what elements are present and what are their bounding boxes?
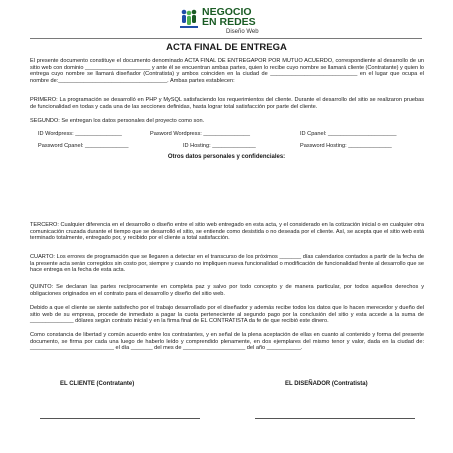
constancia-paragraph: Como constancia de libertad y común acuerdo entre los contratantes, y en señal de la plena aceptación de ellas en cuanto al contenido y forma del presente documento, se firma por cada una luego de haberlo leído y comprendido plenamente, en dos ejemplares del mismo tenor y valor, dada en la ciudad de: ___________________________ el día _______ del mes de ____________________ del año ___________. — [30, 332, 424, 352]
signature-line-disenador — [255, 418, 415, 419]
header-divider — [30, 38, 422, 39]
logo-tagline: Diseño Web — [226, 29, 259, 35]
payment-paragraph: Debido a que el cliente se siente satisfecho por el trabajo desarrollado por el diseñador y además recibe todos los datos que lo hacen merecedor y dueño del sitio web de su empresa, procede de inmediato a pagar la cuota perteneciente al segundo pago por la conclusión del sitio y esta accede a la suma de ______________ dólares según contrato inicial y en la firma final de EL CONTRATISTA da fe de que recibió este dinero. — [30, 305, 424, 325]
people-logo-icon — [180, 8, 198, 32]
signature-label-disenador: EL DISEÑADOR (Contratista) — [285, 381, 368, 387]
clause-cuarto: CUARTO: Los errores de programación que se llegaren a detectar en el transcurso de los próximos _______ días calendarios contados a partir de la fecha de la presente acta serán corregidos sin costo por, siempre y cuando no impliquen nueva funcionalidad o modificación de funcionalidad frente al desarrollo que se hace entrega en la fecha de esta acta. — [30, 254, 424, 274]
signature-label-cliente: EL CLIENTE (Contratante) — [60, 381, 135, 387]
logo-line-2: EN REDES — [202, 16, 256, 28]
field-password-cpanel[interactable]: Password Cpanel: ______________ — [38, 143, 129, 149]
clause-quinto: QUINTO: Se declaran las partes recíprocamente en completa paz y salvo por todo concepto y de manera particular, por todos aquellos derechos y obligaciones originados en el contrato para el desarrollo y diseño del sitio web. — [30, 284, 424, 297]
company-logo — [180, 6, 290, 40]
field-id-hosting[interactable]: ID Hosting: ______________ — [183, 143, 256, 149]
signature-line-cliente — [40, 418, 200, 419]
field-password-wordpress[interactable]: Pasword Wordpress: _______________ — [150, 131, 251, 137]
clause-segundo: SEGUNDO: Se entregan los datos personales del proyecto como son. — [30, 118, 205, 124]
document-title: ACTA FINAL DE ENTREGA — [166, 42, 287, 53]
otros-datos-heading: Otros datos personales y confidenciales: — [167, 154, 286, 160]
field-id-cpanel[interactable]: ID Cpanel: ______________________ — [300, 131, 397, 137]
clause-primero: PRIMERO: La programación se desarrolló en PHP y MySQL satisfaciendo los requerimientos del cliente. Durante el desarrollo del sitio se realizaron pruebas de funcionalidad en todas y cada una de las secciones definidas, hasta lograr total satisfacción por parte del cliente. — [30, 97, 424, 110]
field-password-hosting[interactable]: Password Hosting: ______________ — [300, 143, 392, 149]
field-id-wordpress[interactable]: ID Wordpress: _______________ — [38, 131, 122, 137]
intro-paragraph: El presente documento constituye el documento denominado ACTA FINAL DE ENTREGAPOR POR MUTUO ACUERDO, correspondiente al desarrollo de un sitio web con dominio _____________________ y ante él se encuentran ambas partes, quien lo recibe cuyo nombre se llamará cliente (Contratante) y quien lo entrega cuyo nombre se llamará diseñador (Contratista) y ambos coinciden en la ciudad de ____________________________ en el lugar que ocupa el nombre de:___________________________________. Ambas partes establecen: — [30, 58, 424, 84]
logo-line-1: NEGOCIO — [202, 6, 252, 18]
clause-tercero: TERCERO: Cualquier diferencia en el desarrollo o diseño entre el sitio web entregado en esta acta, y el considerado en la cotización inicial o en cualquier otra comunicación cruzada durante el tiempo que se desarrolló el sitio, se entiende como desistida o no deseada por el cliente. Así, se acepta que el sitio web está terminado totalmente, entregado por, y recibido por el cliente a total satisfacción. — [30, 222, 424, 242]
